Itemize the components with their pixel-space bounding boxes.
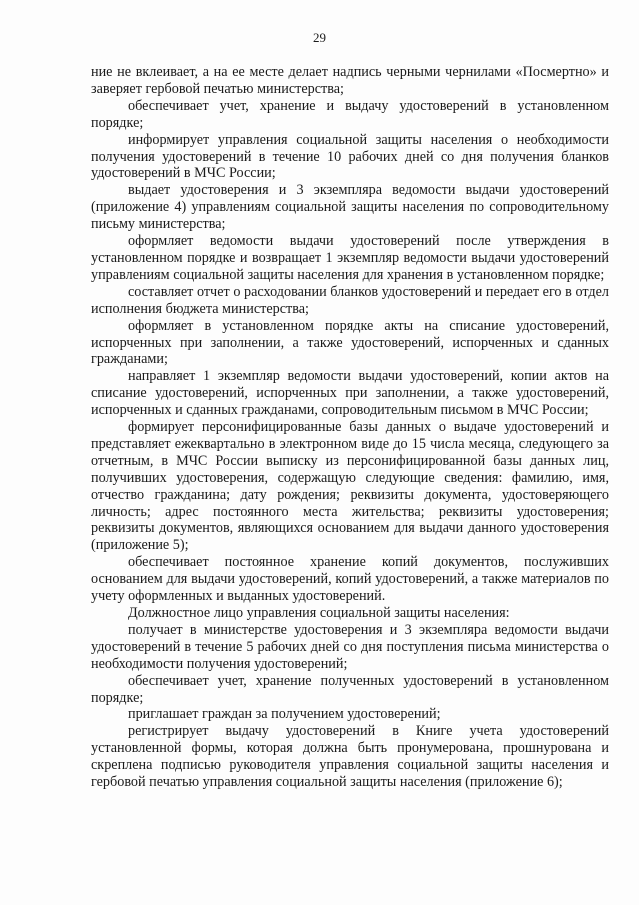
paragraph-continued: ние не вклеивает, а на ее месте делает надпись черными чернилами «Посмертно» и заверяет гербовой печатью министерства;	[91, 64, 609, 97]
paragraph: обеспечивает учет, хранение и выдачу удостоверений в установленном порядке;	[91, 97, 609, 131]
paragraph: регистрирует выдачу удостоверений в Книге учета удостоверений установленной формы, которая должна быть пронумерована, прошнурована и скреплена подписью руководителя управления социальной защиты населения и гербовой печатью управления социальной защиты населения (приложение 6);	[91, 723, 609, 791]
paragraph: оформляет в установленном порядке акты на списание удостоверений, испорченных при заполнении, а также удостоверений, испорченных и сданных гражданами;	[91, 317, 609, 368]
body-text	[91, 64, 609, 791]
paragraph: оформляет ведомости выдачи удостоверений после утверждения в установленном порядке и возвращает 1 экземпляр ведомости выдачи удостоверений управлениям социальной защиты населения для хранения в установленном порядке;	[91, 233, 609, 283]
paragraph: информирует управления социальной защиты населения о необходимости получения удостоверений в течение 10 рабочих дней со дня получения бланков удостоверений в МЧС России;	[91, 131, 609, 182]
paragraph: обеспечивает постоянное хранение копий документов, послуживших основанием для выдачи удостоверений, копий удостоверений, а также материалов по учету оформленных и выданных удостоверений.	[91, 554, 609, 605]
paragraph: Должностное лицо управления социальной защиты населения:	[128, 605, 510, 621]
paragraph: приглашает граждан за получением удостоверений;	[128, 706, 441, 723]
paragraph: выдает удостоверения и 3 экземпляра ведомости выдачи удостоверений (приложение 4) управлениям социальной защиты населения по сопроводительному письму министерства;	[91, 182, 609, 233]
page-number: 29	[313, 30, 326, 45]
paragraph: обеспечивает учет, хранение полученных удостоверений в установленном порядке;	[91, 672, 609, 706]
paragraph: составляет отчет о расходовании бланков удостоверений и передает его в отдел исполнения бюджета министерства;	[91, 283, 609, 317]
paragraph: формирует персонифицированные базы данных о выдаче удостоверений и представляет ежеквартально в электронном виде до 15 числа месяца, следующего за отчетным, в МЧС России выписку из персонифицированной базы данных лиц, получивших удостоверения, содержащую следующие сведения: фамилию, имя, отчество гражданина; дату рождения; реквизиты документа, удостоверяющего личность; адрес постоянного места жительства; реквизиты удостоверения; реквизиты документов, являющихся основанием для выдачи данного удостоверения (приложение 5);	[91, 419, 609, 554]
paragraph: направляет 1 экземпляр ведомости выдачи удостоверений, копии актов на списание удостоверений, испорченных при заполнении, а также удостоверений, испорченных и сданных гражданами, сопроводительным письмом в МЧС России;	[91, 368, 609, 419]
paragraph: получает в министерстве удостоверения и 3 экземпляра ведомости выдачи удостоверений в течение 5 рабочих дней со дня поступления письма министерства о необходимости получения удостоверений;	[91, 621, 609, 672]
